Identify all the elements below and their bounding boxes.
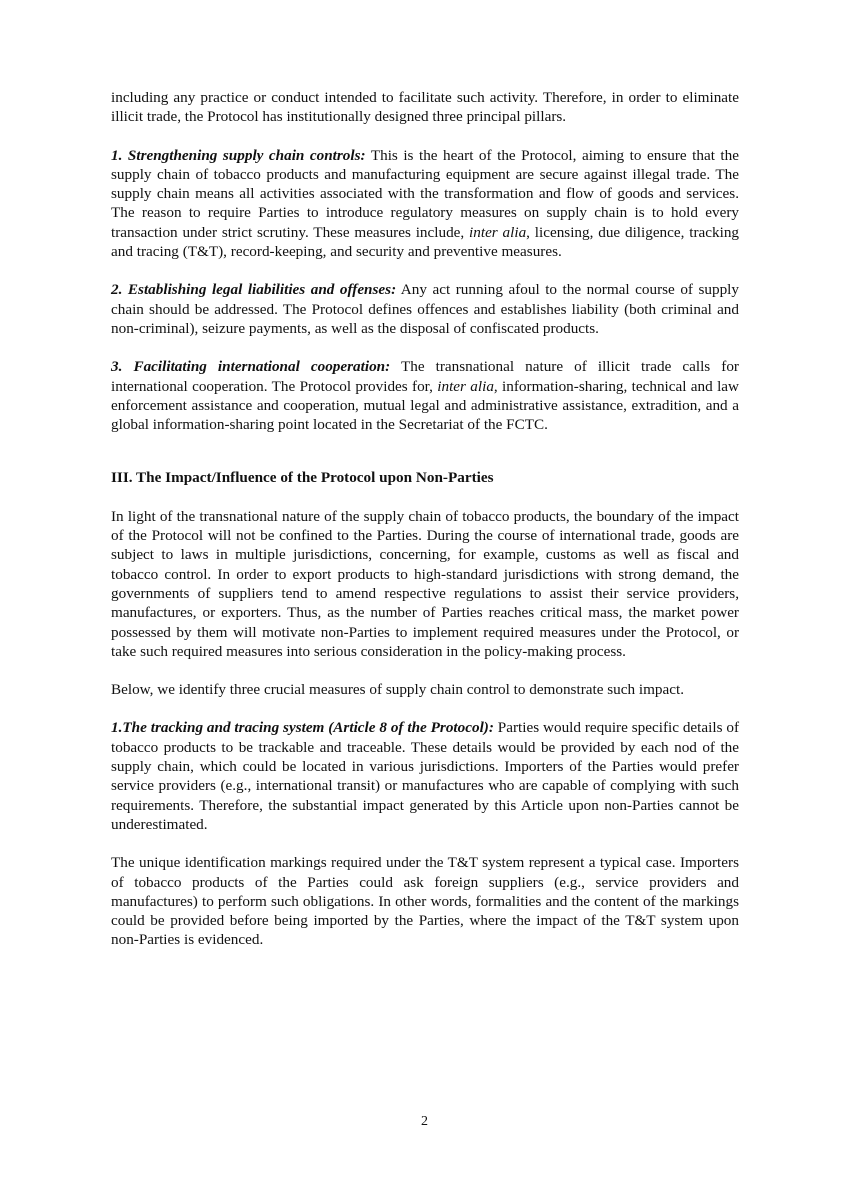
section-paragraph-2: Below, we identify three crucial measures of supply chain control to demonstrate such impact.: [111, 681, 685, 699]
document-page: [111, 88, 739, 950]
pillar-1-lead: 1. Strengthening supply chain controls:: [111, 146, 366, 164]
measure-1-lead: 1.The tracking and tracing system (Article 8 of the Protocol):: [111, 719, 494, 737]
section-paragraph-3: The unique identification markings required under the T&T system represent a typical case. Importers of tobacco products of the Parties could ask foreign suppliers (e.g., service providers and manufactures) to perform such obligations. In other words, formalities and the content of the markings could be provided before being imported by the Parties, where the impact of the T&T system upon non-Parties is evidenced.: [111, 854, 739, 949]
page-number: 2: [421, 1114, 428, 1129]
section-paragraph-1: In light of the transnational nature of the supply chain of tobacco products, the boundary of the impact of the Protocol will not be confined to the Parties. During the course of international trade, goods are subject to laws in multiple jurisdictions, concerning, for example, customs as well as fiscal and tobacco control. In order to export products to high-standard jurisdictions with strong demand, the governments of suppliers tend to amend respective regulations to assist their service providers, manufactures, or exporters. Thus, as the number of Parties reaches critical mass, the market power possessed by them will motivate non-Parties to implement required measures under the Protocol, or take such required measures into serious consideration in the policy-making process.: [111, 507, 739, 660]
measure-1-paragraph: 1.The tracking and tracing system (Article 8 of the Protocol): Parties would require specific details of tobacco products to be trackable and traceable. These details would be provided by each nod of the supply chain, which could be located in various jurisdictions. Importers of the Parties would prefer service providers (e.g., international transit) or manufactures who are capable of complying with such requirements. Therefore, the substantial impact generated by this Article upon non-Parties cannot be underestimated.: [111, 719, 740, 833]
pillar-1-paragraph: 1. Strengthening supply chain controls: This is the heart of the Protocol, aiming to ensure that the supply chain of tobacco products and manufacturing equipment are secure against illegal trade. The supply chain means all activities associated with the transformation and flow of goods and services. The reason to require Parties to introduce regulatory measures on supply chain is to hold every transaction under strict scrutiny. These measures include, inter alia, licensing, due diligence, tracking and tracing (T&T), record-keeping, and security and preventive measures.: [111, 146, 740, 261]
pillar-2-paragraph: 2. Establishing legal liabilities and offenses: Any act running afoul to the normal course of supply chain should be addressed. The Protocol defines offences and establishes liability (both criminal and non-criminal), seizure payments, as well as the disposal of confiscated products.: [111, 281, 739, 337]
pillar-2-lead: 2. Establishing legal liabilities and offenses:: [111, 281, 397, 299]
pillar-3-lead: 3. Facilitating international cooperation:: [111, 358, 391, 376]
pillar-3-paragraph: 3. Facilitating international cooperation: The transnational nature of illicit trade calls for international cooperation. The Protocol provides for, inter alia, information-sharing, technical and law enforcement assistance and cooperation, mutual legal and administrative assistance, extradition, and a global information-sharing point located in the Secretariat of the FCTC.: [111, 358, 739, 434]
intro-paragraph: including any practice or conduct intended to facilitate such activity. Therefore, in order to eliminate illicit trade, the Protocol has institutionally designed three principal pillars.: [111, 89, 739, 126]
section-heading: III. The Impact/Influence of the Protocol upon Non-Parties: [111, 469, 494, 487]
